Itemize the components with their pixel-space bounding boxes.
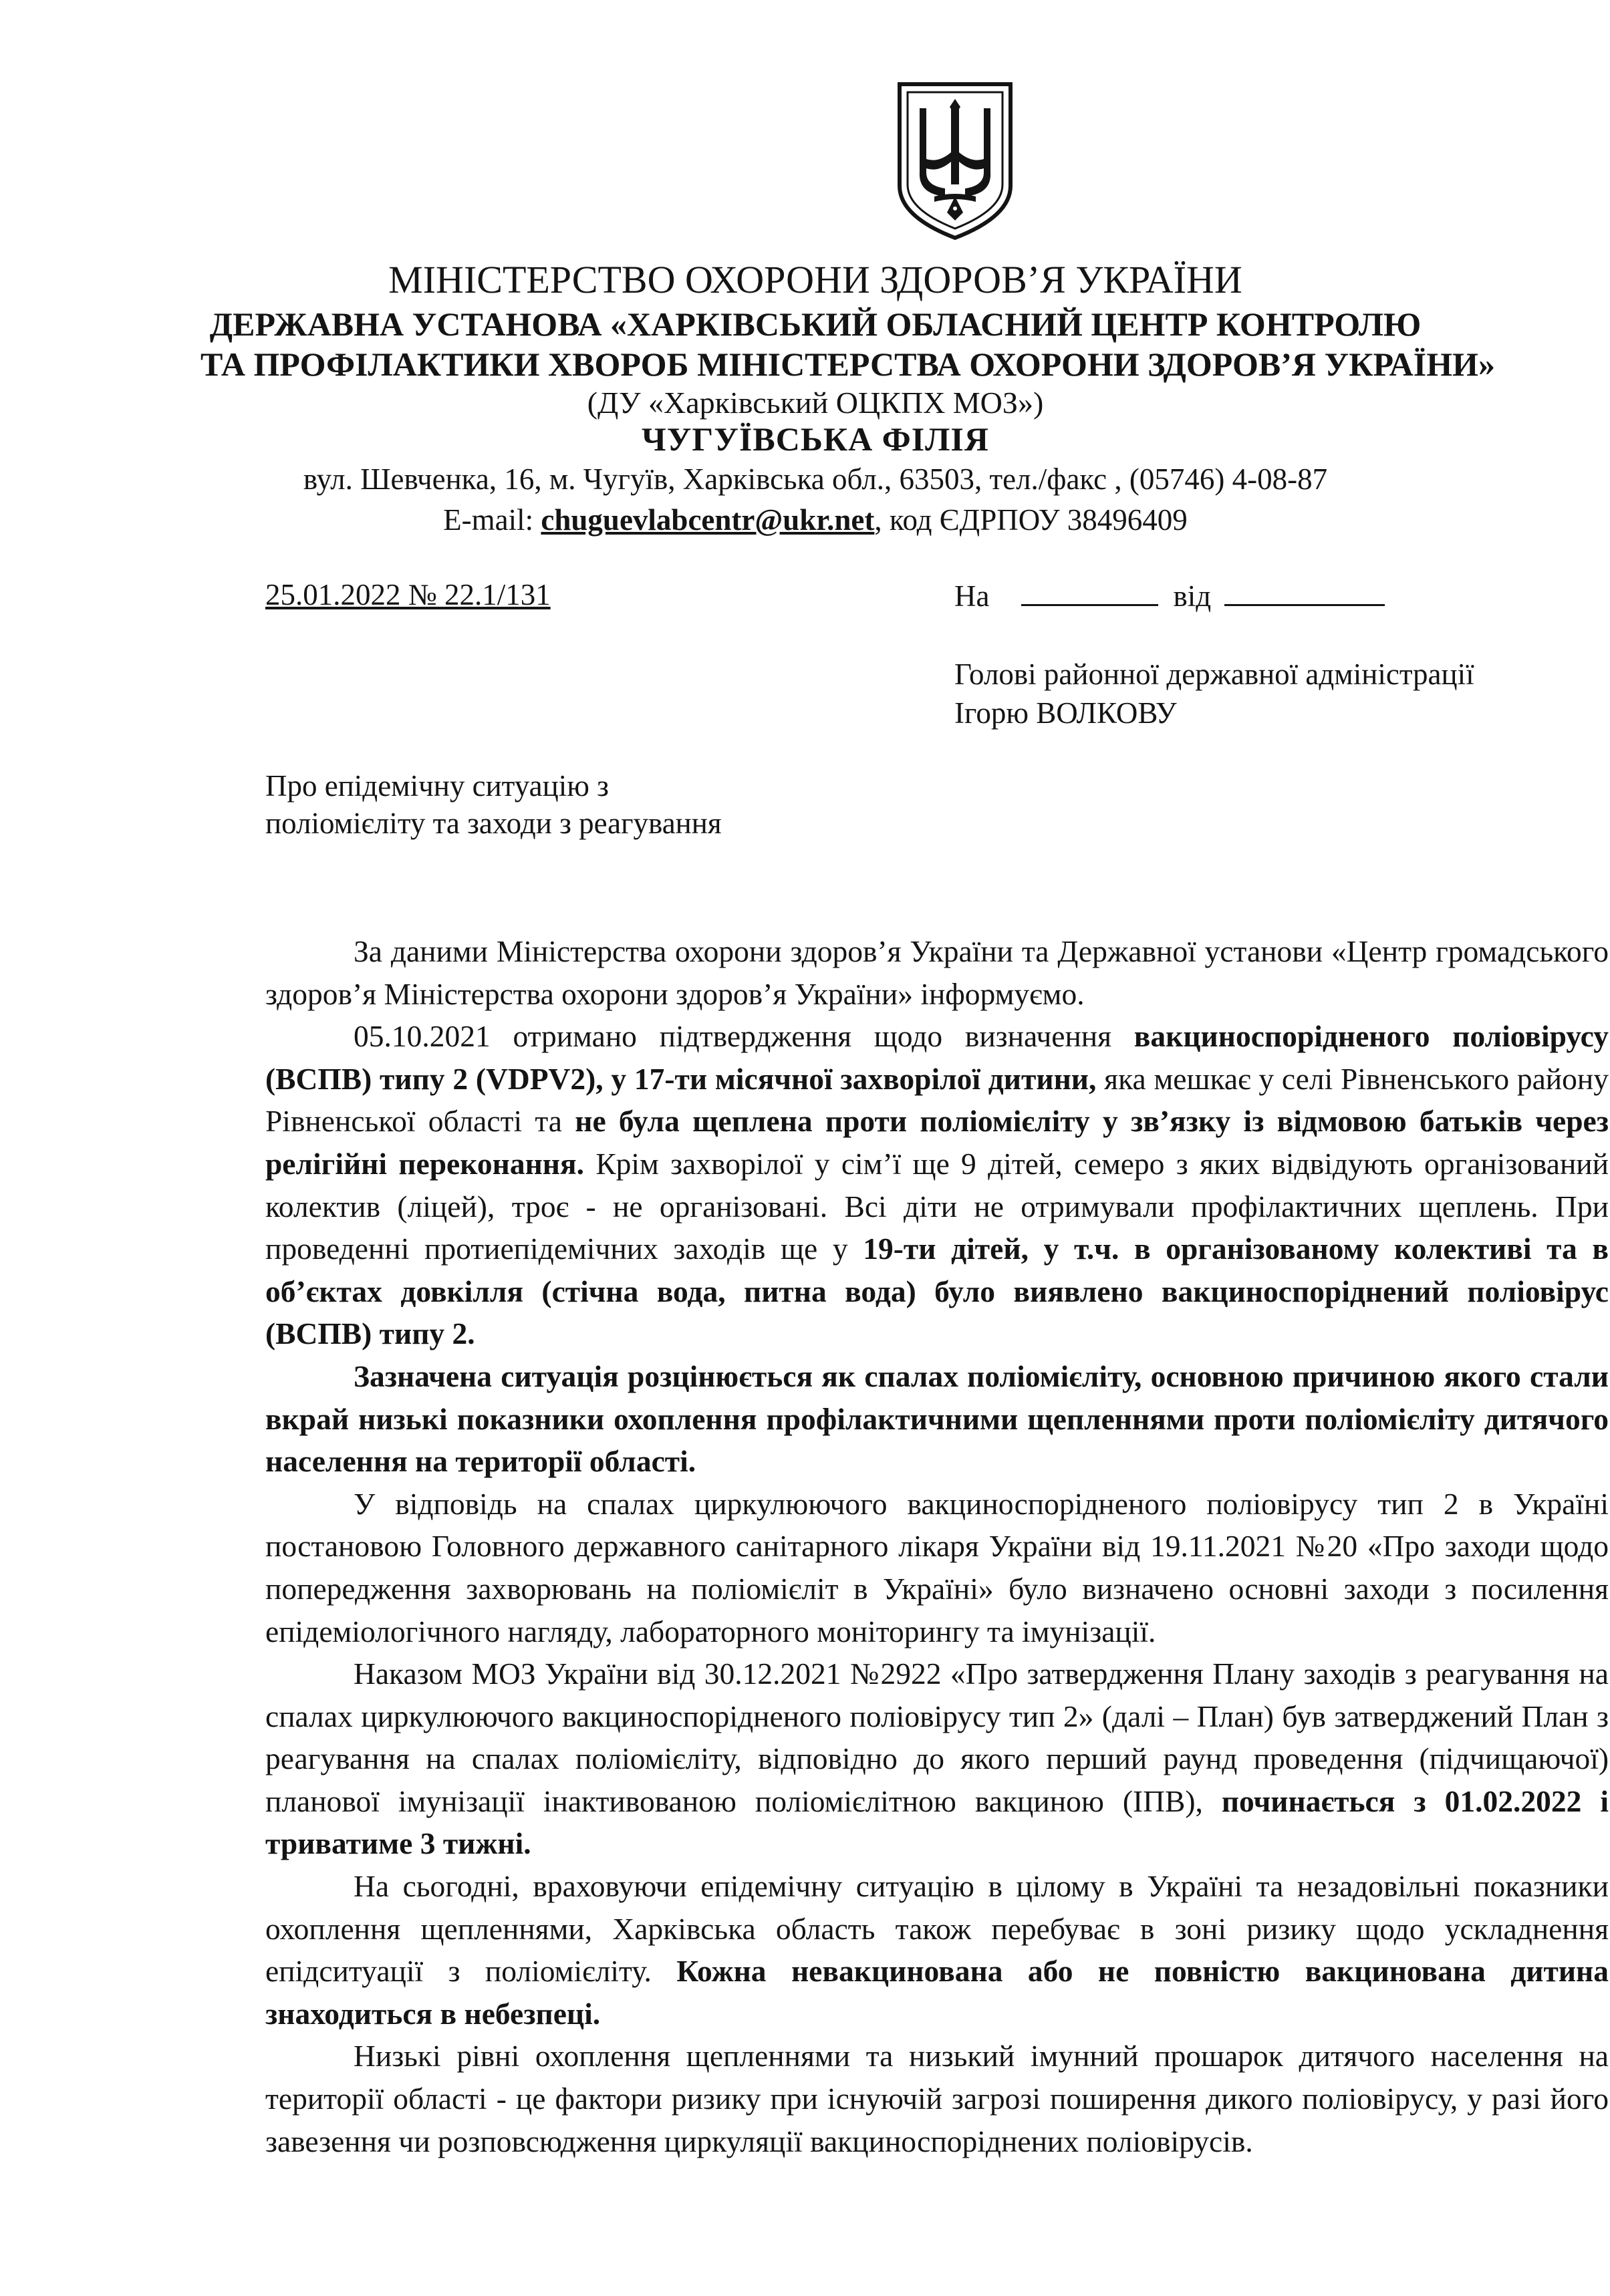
body-paragraph-6 <box>265 1865 1609 2035</box>
incoming-number-blank <box>1021 580 1158 606</box>
p2-bold-d: не була щеплена проти поліомієліту у зв’язку із відмовою батьків через релігійні переконання. <box>265 1104 1609 1181</box>
body-paragraph-2 <box>265 1015 1609 1355</box>
p6-bold-b: Кожна невакцинована або не повністю вакцинована дитина знаходиться в небезпеці. <box>265 1954 1609 2031</box>
contact-email-line <box>200 505 1430 535</box>
letter-body <box>265 930 1609 2162</box>
body-paragraph-4: У відповідь на спалах циркулюючого вакциноспорідненого поліовірусу тип 2 в Україні постановою Головного державного санітарного лікаря України від 19.11.2021 №20 «Про заходи щодо попередження захворювань на поліомієліт в Україні» було визначено основні заходи з посилення епідеміологічного нагляду, лабораторного моніторингу та імунізації. <box>265 1486 1609 1648</box>
p5-bold-b: починається з 01.02.2022 і триватиме 3 тижні. <box>265 1783 1609 1861</box>
registration-line <box>265 580 551 610</box>
body-paragraph-1: За даними Міністерства охорони здоров’я України та Державної установи «Центр громадського здоров’я Міністерства охорони здоров’я України» інформуємо. <box>265 934 1609 1011</box>
p5-text-a: Наказом МОЗ України від 30.12.2021 №2922 «Про затвердження Плану заходів з реагування на спалах циркулюючого вакциноспорідненого поліовірусу тип 2» (далі – План) був затверджений План з реагування на спалах поліомієліту, відповідно до якого перший раунд проведення (підчищаючої) планової імунізації інактивованою поліомієлітною вакциною (ІПВ), <box>265 1657 1609 1818</box>
subject-line1: Про епідемічну ситуацію з <box>265 769 609 803</box>
subject-line2: поліомієліту та заходи з реагування <box>265 807 722 840</box>
registration-date: 25.01.2022 <box>265 578 401 611</box>
branch-name: ЧУГУЇВСЬКА ФІЛІЯ <box>642 420 989 458</box>
p2-bold-f: 19-ти дітей, у т.ч. в організованому колективі та в об’єктах довкілля (стічна вода, питна вода) було виявлено вакциноспоріднений поліовірус (ВСПВ) типу 2. <box>265 1232 1609 1351</box>
incoming-date-blank <box>1224 580 1385 606</box>
incoming-reference <box>954 580 1385 611</box>
p2-text-e: Крім захворілої у сім’ї ще 9 дітей, семеро з яких відвідують організований колектив (ліцей), троє - не організовані. Всі діти не отримували профілактичних щеплень. При проведенні протиепідемічних заходів ще у <box>265 1146 1609 1266</box>
p2-text-c: яка мешкає у селі Рівненського району Рівненської області та <box>265 1061 1609 1139</box>
email-label: E-mail: <box>443 503 541 537</box>
p6-text-a: На сьогодні, враховуючи епідемічну ситуацію в цілому в Україні та незадовільні показники охоплення щепленнями, Харківська область також перебуває в зоні ризику щодо ускладнення епідситуації з поліомієліту. <box>265 1869 1609 1989</box>
p3-bold: Зазначена ситуація розцінюється як спалах поліомієліту, основною причиною якого стали вкрай низькі показники охоплення профілактичними щепленнями проти поліомієліту дитячого населення на території області. <box>265 1358 1609 1479</box>
edrpou-code: , код ЄДРПОУ 38496409 <box>874 503 1188 537</box>
email-link[interactable]: chuguevlabcentr@ukr.net <box>541 503 875 537</box>
body-paragraph-5 <box>265 1653 1609 1865</box>
incoming-from-label: від <box>1173 579 1212 613</box>
incoming-label: На <box>954 579 990 613</box>
body-paragraph-3 <box>265 1355 1609 1483</box>
branch-address: вул. Шевченка, 16, м. Чугуїв, Харківська обл., 63503, тел./факс , (05746) 4-08-87 <box>303 462 1328 496</box>
registration-number-label: № <box>400 578 444 611</box>
addressee-block <box>954 655 1474 732</box>
ministry-name: МІНІСТЕРСТВО ОХОРОНИ ЗДОРОВ’Я УКРАЇНИ <box>388 258 1242 301</box>
coat-of-arms-icon <box>892 79 1019 242</box>
addressee-position: Голові районної державної адміністрації <box>954 658 1474 691</box>
registration-number: 22.1/131 <box>444 578 551 611</box>
institution-abbreviation: (ДУ «Харківський ОЦКПХ МОЗ») <box>587 386 1044 420</box>
institution-name-line1: ДЕРЖАВНА УСТАНОВА «ХАРКІВСЬКИЙ ОБЛАСНИЙ ЦЕНТР КОНТРОЛЮ <box>209 305 1422 343</box>
p2-text-a: 05.10.2021 отримано підтвердження щодо визначення <box>354 1019 1134 1054</box>
subject-block <box>265 767 867 842</box>
body-paragraph-7: Низькі рівні охоплення щепленнями та низький імунний прошарок дитячого населення на території області - це фактори ризику при існуючій загрозі поширення дикого поліовірусу, у разі його завезення чи розповсюдження циркуляції вакциноспоріднених поліовірусів. <box>265 2039 1609 2158</box>
addressee-name: Ігорю ВОЛКОВУ <box>954 696 1177 730</box>
institution-name-line2: ТА ПРОФІЛАКТИКИ ХВОРОБ МІНІСТЕРСТВА ОХОРОНИ ЗДОРОВ’Я УКРАЇНИ» <box>200 345 1495 383</box>
p2-bold-b: вакциноспорідненого поліовірусу (ВСПВ) типу 2 (VDPV2), у 17-ти місячної захворілої дитини, <box>265 1019 1609 1096</box>
